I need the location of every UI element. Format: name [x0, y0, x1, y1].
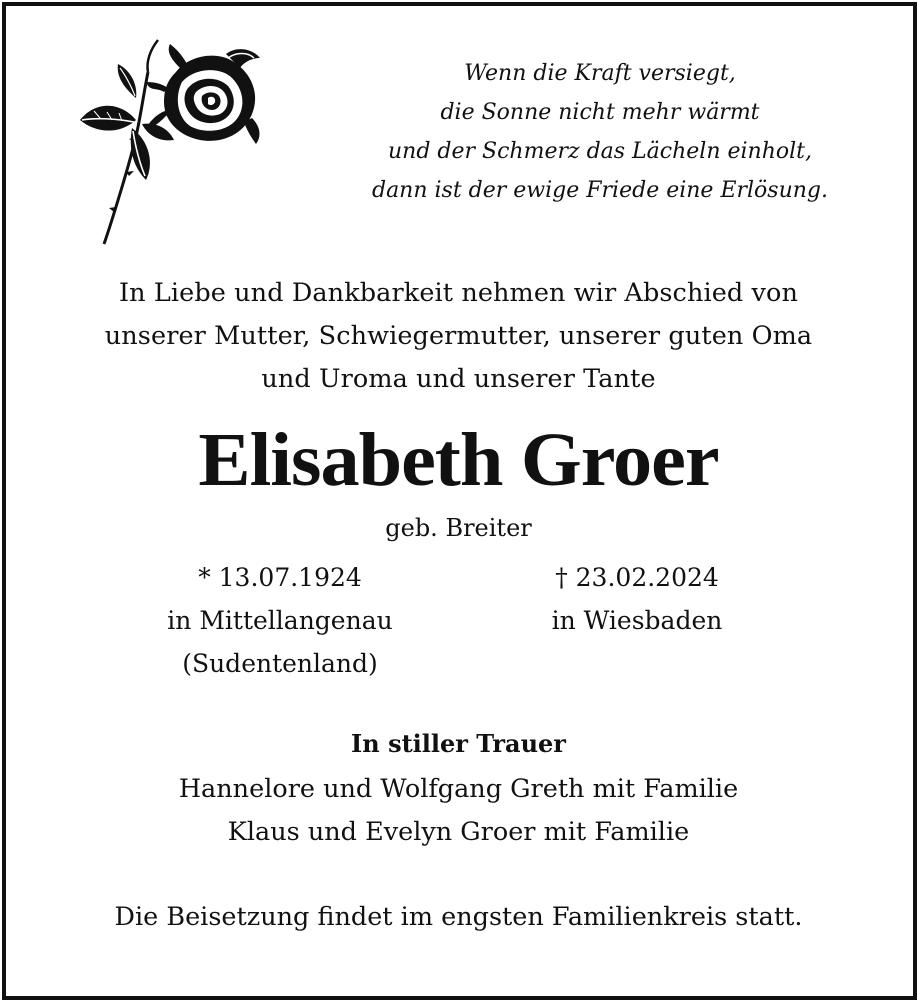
- poem-verse: [320, 54, 880, 210]
- burial-note: Die Beisetzung findet im engsten Familienkreis statt.: [114, 902, 803, 932]
- deceased-name: Elisabeth Groer: [198, 418, 719, 502]
- intro-line: und Uroma und unserer Tante: [261, 364, 656, 394]
- mourners-list: [0, 768, 917, 854]
- maiden-name: geb. Breiter: [385, 514, 532, 542]
- mourners-heading: In stiller Trauer: [351, 729, 566, 758]
- death-place: in Wiesbaden: [551, 606, 723, 635]
- birth-region: (Sudentenland): [182, 649, 378, 678]
- rose-icon: [76, 32, 266, 247]
- intro-line: In Liebe und Dankbarkeit nehmen wir Abschied von: [118, 278, 799, 308]
- birth-date: * 13.07.1924: [198, 563, 362, 592]
- poem-line: und der Schmerz das Lächeln einholt,: [388, 139, 812, 164]
- mourner-line: Hannelore und Wolfgang Greth mit Familie: [178, 774, 739, 804]
- intro-line: unserer Mutter, Schwiegermutter, unserer guten Oma: [104, 321, 813, 351]
- death-info: [487, 556, 787, 642]
- poem-line: dann ist der ewige Friede eine Erlösung.: [371, 178, 829, 203]
- poem-line: Wenn die Kraft versiegt,: [464, 61, 736, 86]
- poem-line: die Sonne nicht mehr wärmt: [440, 100, 760, 125]
- death-date: † 23.02.2024: [555, 563, 719, 592]
- farewell-intro: [20, 272, 897, 401]
- birth-place: in Mittellangenau: [167, 606, 393, 635]
- mourner-line: Klaus und Evelyn Groer mit Familie: [227, 817, 690, 847]
- birth-info: [130, 556, 430, 685]
